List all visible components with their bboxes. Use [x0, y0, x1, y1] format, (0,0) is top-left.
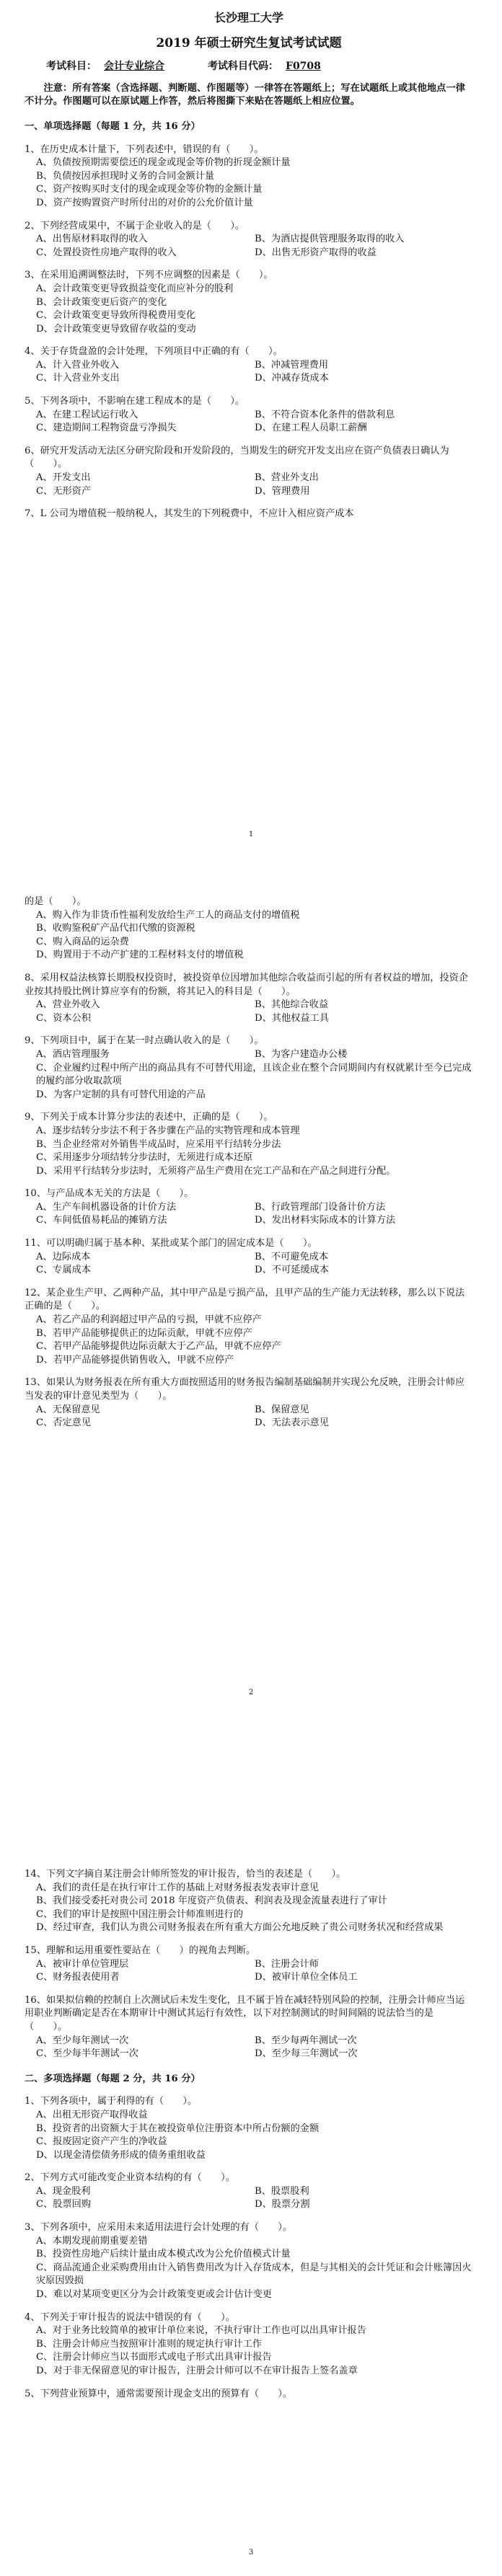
- question-stem: 9、下列关于成本计算分步法的表述中，正确的是（ ）。: [25, 1112, 273, 1123]
- question: [25, 1944, 473, 1985]
- code-value: F0708: [286, 61, 321, 73]
- option: A、生产车间机器设备的计价方法: [36, 1201, 177, 1213]
- option: B、至少每两年测试一次: [255, 2035, 357, 2046]
- option-row: [25, 422, 473, 435]
- option: A、无保留意见: [36, 1404, 100, 1415]
- question-stem: 5、下列各项中，不影响在建工程成本的是（ ）。: [25, 396, 245, 407]
- option: C、计入营业外支出: [36, 373, 120, 384]
- option-row: [25, 999, 473, 1012]
- page-1-questions: [25, 143, 473, 521]
- question-stem: 8、采用权益法核算长期股权投资时，被投资单位因增加其他综合收益而引起的所有者权益的增加，投资企业按其持股比例计算应享有的份额，将其记入的科目是（ ）。: [25, 972, 469, 997]
- question: [25, 445, 473, 498]
- option: B、注册会计师应当按照审计准则的规定执行审计工作: [36, 2338, 263, 2350]
- option: D、无法表示意见: [255, 1417, 329, 1429]
- question-stem: 11、可以明确归属于基本种、某批或某个部门的固定成本是（ ）。: [25, 1238, 317, 1249]
- question-stem: 15、理解和运用重要性要站在（ ）的视角去判断。: [25, 1944, 256, 1956]
- option-row: [25, 1012, 473, 1026]
- question: [25, 395, 473, 435]
- subject-value: 会计专业综合: [104, 61, 164, 73]
- option-row: [25, 1214, 473, 1228]
- question: [25, 1868, 473, 1935]
- option-row: [25, 1971, 473, 1985]
- subject-label: 考试科目：: [46, 61, 97, 73]
- option: A、会计政策变更导致损益变化而应补分的股利: [36, 283, 234, 294]
- question: [25, 972, 473, 1025]
- question: [25, 2388, 473, 2402]
- option: A、现金股利: [36, 2185, 91, 2197]
- option-row: [25, 1264, 473, 1278]
- option: D、会计政策变更导致留存收益的变动: [36, 323, 196, 335]
- question: [25, 2311, 473, 2378]
- q7-options: [25, 909, 473, 962]
- option-row: [25, 233, 473, 247]
- page-3-multi-questions: [25, 2095, 473, 2401]
- option: B、收购鉴税矿产品代扣代缴的资源税: [36, 923, 195, 934]
- question: [25, 2172, 473, 2212]
- question: [25, 1237, 473, 1278]
- option: B、为客户建造办公楼: [255, 1048, 348, 1060]
- option: C、无形资产: [36, 485, 92, 497]
- option: B、其他综合收益: [255, 999, 329, 1011]
- exam-page-3: [0, 1716, 502, 2576]
- option: B、不可避免成本: [255, 1251, 329, 1262]
- option: D、若甲产品能够提供销售收入，甲就不应停产: [36, 1354, 234, 1366]
- option: B、投资性房地产后续计量由成本模式改为公允价值模式计量: [36, 2249, 291, 2260]
- exam-page-1: [0, 0, 502, 858]
- option: C、我们的审计是按照中国注册会计师准则进行的: [36, 1908, 244, 1920]
- option: C、资本公积: [36, 1012, 92, 1024]
- option: C、会计政策变更导致所得税费用变化: [36, 310, 196, 322]
- question-stem: 1、在历史成本计量下，下列表述中，错误的有（ ）。: [25, 143, 264, 155]
- option: C、财务报表使用者: [36, 1972, 120, 1983]
- option: B、冲减管理费用: [255, 359, 329, 371]
- question-stem: 12、某企业生产甲、乙两种产品，其中甲产品是亏损产品，且甲产品的生产能力无法转移，那么以下说法正确的是（ ）。: [25, 1287, 465, 1312]
- question-stem: 7、L 公司为增值税一般纳税人，其发生的下列税费中，不应计入相应资产成本: [25, 508, 354, 520]
- question-stem: 3、在采用追溯调整法时，下列不应调整的因素是（ ）。: [25, 270, 273, 281]
- option: D、为客户定制的具有可替代用途的产品: [36, 1089, 206, 1100]
- option: A、被审计单位管理层: [36, 1958, 129, 1970]
- option: D、发出材料实际成本的计算方法: [255, 1215, 396, 1226]
- option: A、购入作为非货币性福利发放给生产工人的商品支付的增值税: [36, 909, 300, 921]
- option-row: [25, 1251, 473, 1265]
- question: [25, 345, 473, 386]
- option: D、经过审查，我们认为贵公司财务报表在所有重大方面公允地反映了贵公司财务状况和经营成果: [36, 1922, 444, 1934]
- q7-continuation: 的是（ ）。: [25, 896, 87, 907]
- question: [25, 1994, 473, 2061]
- option-row: [25, 359, 473, 373]
- option: D、以现金清偿债务形成的债务重组收益: [36, 2149, 206, 2161]
- option: C、股票回购: [36, 2199, 92, 2210]
- option: A、开发支出: [36, 472, 91, 484]
- option: A、营业外收入: [36, 999, 100, 1011]
- option-row: [25, 2198, 473, 2212]
- option: B、负债按因承担现时义务的合同金额计量: [36, 170, 215, 182]
- subject-row: [46, 60, 473, 74]
- option: B、当企业经常对外销售半成品时，应采用平行结转分步法: [36, 1138, 281, 1150]
- option: B、不符合资本化条件的借款利息: [255, 409, 395, 420]
- section-1-title: 一、单项选择题（每题 1 分，共 16 分）: [25, 120, 201, 132]
- section-2-title: 二、多项选择题（每题 2 分，共 16 分）: [25, 2073, 201, 2084]
- option: B、行政管理部门设备计价方法: [255, 1201, 386, 1213]
- option: C、企业履约过程中所产出的商品具有不可替代用途，且该企业在整个合同期间内有权就累计至今已完成的履约部分收取款项: [36, 1062, 472, 1087]
- question: [25, 2221, 473, 2302]
- question-stem: 14、下列文字摘自某注册会计师所签发的审计报告，恰当的表述是（ ）。: [25, 1869, 346, 1880]
- option: C、资产按购买时支付的现金或现金等价物的金额计量: [36, 184, 263, 195]
- page-number: 2: [248, 1688, 254, 1697]
- option: C、建造期间工程物资盘亏净损失: [36, 422, 177, 434]
- option: C、处置投资性房地产取得的收入: [36, 247, 177, 258]
- option: C、至少每半年测试一次: [36, 2048, 138, 2060]
- option: C、报废固定资产产生的净收益: [36, 2136, 167, 2148]
- option-row: [25, 1958, 473, 1972]
- question: [25, 1187, 473, 1228]
- option-row: [25, 472, 473, 485]
- option: A、边际成本: [36, 1251, 91, 1262]
- question: [25, 1287, 473, 1368]
- page-number: 1: [248, 831, 254, 839]
- option: D、难以对某项变更区分为会计政策变更或会计估计变更: [36, 2289, 273, 2301]
- option: A、出售原材料取得的收入: [36, 234, 148, 245]
- question: [25, 1111, 473, 1178]
- option: C、购入商品的运杂费: [36, 936, 129, 947]
- option: A、若乙产品的利润超过甲产品的亏损，甲就不应停产: [36, 1314, 262, 1326]
- exam-title: 2019 年硕士研究生复试考试试题: [156, 35, 342, 50]
- option-row: [25, 1048, 473, 1062]
- option: A、逐步结转分步法不利于各步骤在产品的实物管理和成本管理: [36, 1125, 300, 1136]
- question-stem: 3、下列各项中，应采用未来适用法进行会计处理的有（ ）。: [25, 2222, 293, 2234]
- option: D、被审计单位全体员工: [255, 1972, 358, 1983]
- option-row: [25, 485, 473, 499]
- option: C、否定意见: [36, 1417, 92, 1429]
- question: [25, 1376, 473, 1430]
- university-name: 长沙理工大学: [213, 11, 283, 25]
- question: [25, 2095, 473, 2162]
- option: D、冲减存货成本: [255, 373, 329, 384]
- option-row: [25, 2048, 473, 2061]
- option: C、若甲产品能够提供边际贡献大于乙产品，甲就不应停产: [36, 1341, 281, 1353]
- question-stem: 10、与产品成本无关的方法是（ ）。: [25, 1188, 194, 1200]
- option: C、商品流通企业采购费用由计入销售费用改为计入存货成本，但是与其相关的会计凭证和会计账簿因火灾原因毁损: [36, 2262, 472, 2287]
- page-3-questions: [25, 1868, 473, 2061]
- option-row: [25, 2185, 473, 2199]
- option: B、保留意见: [255, 1404, 309, 1415]
- option: D、至少每三年测试一次: [255, 2048, 358, 2060]
- option-row: [25, 409, 473, 422]
- option: D、采用平行结转分步法时，无须将产品生产费用在完工产品和在产品之间进行分配。: [36, 1165, 396, 1177]
- option-row: [25, 1417, 473, 1430]
- question: [25, 143, 473, 211]
- question-stem: 1、下列各项中，属于利得的有（ ）。: [25, 2096, 198, 2107]
- code-label: 考试科目代码：: [208, 61, 278, 73]
- question-stem: 4、关于存货盘盈的会计处理，下列项目中正确的有（ ）。: [25, 346, 283, 358]
- option: D、其他权益工具: [255, 1012, 329, 1024]
- option: C、采用逐步分项结转分步法时，无须进行成本还原: [36, 1152, 253, 1164]
- option: C、车间低值易耗品的摊销方法: [36, 1215, 167, 1226]
- option-row: [25, 247, 473, 260]
- question: [25, 508, 473, 521]
- option: A、本期发现前期重要差错: [36, 2235, 148, 2247]
- option: A、我们的责任是在执行审计工作的基础上对财务报表发表审计意见: [36, 1882, 319, 1893]
- option: C、专属成本: [36, 1265, 92, 1276]
- option: C、注册会计师应当以书面形式或电子形式出具审计报告: [36, 2352, 272, 2363]
- question-stem: 13、如果认为财务报表在所有重大方面按照适用的财务报告编制基础编制并实现公允反映，注册会计师应当发表的审计意见类型为（ ）。: [25, 1377, 465, 1402]
- option-row: [25, 372, 473, 386]
- option: B、注册会计师: [255, 1958, 319, 1970]
- question: [25, 220, 473, 260]
- option: D、不可延缓成本: [255, 1265, 329, 1276]
- option: B、投资者的出资额大于其在被投资单位注册资本中所占份额的金额: [36, 2123, 320, 2134]
- option: A、至少每年测试一次: [36, 2035, 129, 2046]
- question-stem: 2、下列经营成果中，不属于企业收入的是（ ）。: [25, 220, 245, 231]
- option: A、酒店管理服务: [36, 1048, 110, 1060]
- option: B、股票股利: [255, 2185, 309, 2197]
- option: D、资产按购置资产时所付出的对价的公允价值计量: [36, 197, 253, 208]
- question-stem: 2、下列方式可能改变企业资本结构的有（ ）。: [25, 2172, 235, 2184]
- question-stem: 5、下列营业预算中，通常需要预计现金支出的预算有（ ）。: [25, 2388, 293, 2399]
- option: B、为酒店提供管理服务取得的收入: [255, 234, 405, 245]
- option: A、负债按预期需要偿还的现金或现金等价物的折现金额计量: [36, 157, 291, 169]
- option: D、在建工程人员职工薪酬: [255, 422, 367, 434]
- option: D、出售无形资产取得的收益: [255, 247, 376, 258]
- option: A、在建工程试运行收入: [36, 409, 138, 420]
- option: B、若甲产品能够提供正的边际贡献，甲就不应停产: [36, 1327, 252, 1339]
- question-stem: 16、如果拟信赖的控制自上次测试后未发生变化，且不属于旨在减轻特别风险的控制，注册会计师应当运用职业判断确定是否在本期审计中测试其运行有效性，以下对控制测试的时间间隔的说法恰当的是（ ）。: [25, 1994, 465, 2032]
- option-row: [25, 1201, 473, 1215]
- option-row: [25, 1404, 473, 1417]
- notice: 注意：所有答案（含选择题、判断题、作图题等）一律答在答题纸上；写在试题纸上或其他地点一律不计分。作图题可以在原试题上作答，然后将图撕下来贴在答题纸上相应位置。: [25, 82, 466, 107]
- question: [25, 1035, 473, 1102]
- option: A、出租无形资产取得收益: [36, 2109, 148, 2120]
- page-2-questions: [25, 972, 473, 1430]
- option: B、我们接受委托对贵公司 2018 年度资产负债表、利润表及现金流量表进行了审计: [36, 1895, 387, 1907]
- exam-page-2: [0, 858, 502, 1716]
- option: A、计入营业外收入: [36, 359, 120, 371]
- option: D、股票分割: [255, 2199, 310, 2210]
- option: B、会计政策变更后资产的变化: [36, 296, 167, 308]
- question: [25, 269, 473, 336]
- option: D、管理费用: [255, 485, 310, 497]
- question-stem: 4、下列关于审计报告的说法中错误的有（ ）。: [25, 2311, 235, 2323]
- option: B、营业外支出: [255, 472, 319, 484]
- page-number: 3: [248, 2549, 254, 2557]
- option: A、对于业务比较简单的被审计单位来说，不执行审计工作也可以出具审计报告: [36, 2325, 366, 2337]
- option: D、对于非无保留意见的审计报告，注册会计师可以不在审计报告上签名盖章: [36, 2365, 358, 2376]
- option-row: [25, 2035, 473, 2048]
- question-stem: 9、下列项目中，属于在某一时点确认收入的是（ ）。: [25, 1035, 264, 1047]
- question-stem: 6、研究开发活动无法区分研究阶段和开发阶段的，当期发生的研究开发支出应在资产负债表日确认为（ ）。: [25, 445, 449, 470]
- option: D、购置用于不动产扩建的工程材料支付的增值税: [36, 950, 244, 961]
